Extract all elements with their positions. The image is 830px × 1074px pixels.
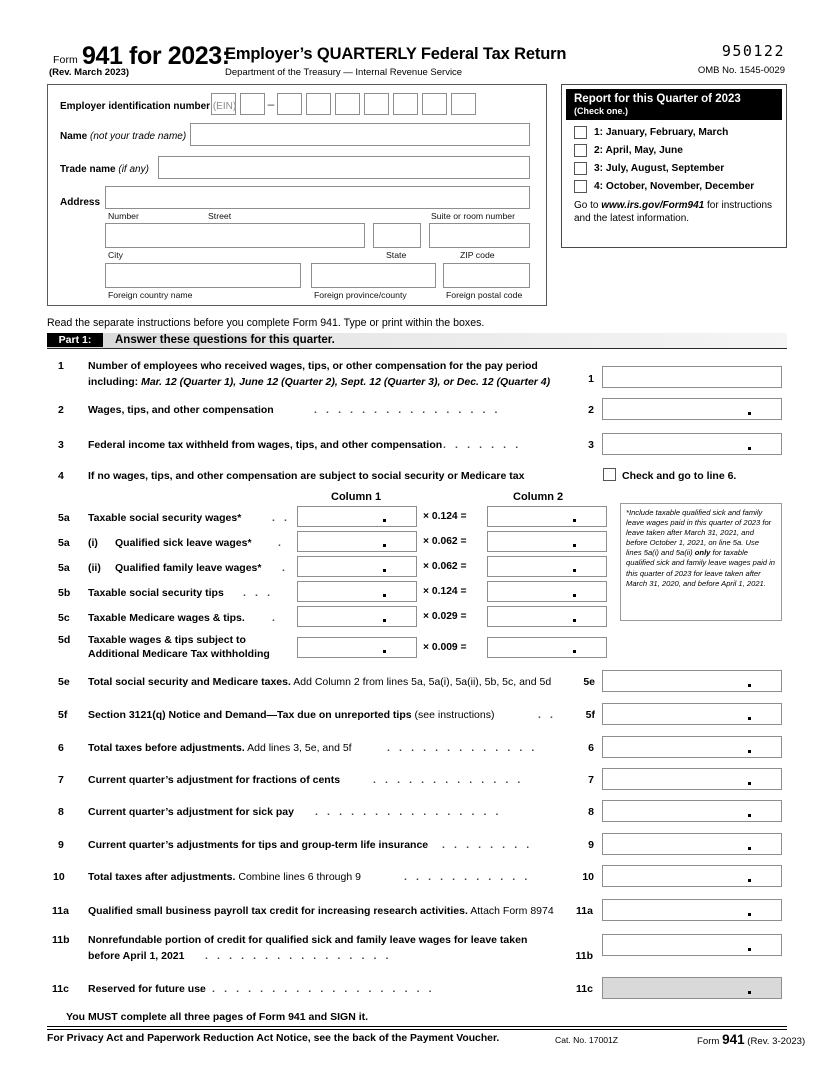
irs-form941-link[interactable]: www.irs.gov/Form941	[601, 200, 705, 211]
quarter-2-checkbox[interactable]	[574, 144, 587, 157]
line-5aii-column1-input[interactable]	[297, 556, 417, 577]
foreign-country-input[interactable]	[105, 263, 301, 288]
decimal-dot	[383, 519, 386, 522]
form-title: Employer’s QUARTERLY Federal Tax Return	[225, 45, 567, 63]
line-5a-column1-input[interactable]	[297, 506, 417, 527]
footer-form-prefix: Form	[697, 1036, 723, 1047]
line-5a-text: Taxable social security wages*	[88, 512, 242, 524]
line-11c-box-number: 11c	[576, 983, 593, 995]
name-input[interactable]	[190, 123, 530, 146]
ein-digit-3[interactable]	[277, 93, 302, 115]
line-5b-column1-input[interactable]	[297, 581, 417, 602]
employer-identity-box	[47, 84, 547, 306]
line-5c-leader-dots: .	[272, 612, 279, 624]
state-input[interactable]	[373, 223, 421, 248]
omb-number: OMB No. 1545-0029	[697, 65, 785, 76]
line-5f-text	[88, 709, 494, 721]
line-5ai-roman: (i)	[88, 537, 98, 549]
decimal-dot	[573, 569, 576, 572]
decimal-dot	[748, 684, 751, 687]
quarter-2-label: 2: April, May, June	[594, 145, 683, 156]
privacy-act-notice: For Privacy Act and Paperwork Reduction Act Notice, see the back of the Payment Voucher.	[47, 1033, 500, 1044]
line-11b-text-a: Nonrefundable portion of credit for qualified sick and family leave wages for leave taken	[88, 934, 528, 946]
line-2-amount-input[interactable]	[602, 398, 782, 420]
line-5d-number: 5d	[58, 634, 71, 646]
line-5aii-text: Qualified family leave wages*	[115, 562, 262, 574]
quarter-4-label: 4: October, November, December	[594, 181, 755, 192]
ein-input-group[interactable]	[211, 93, 476, 115]
name-label: Name (not your trade name)	[60, 131, 187, 142]
line-6-number: 6	[58, 742, 64, 754]
line-9-leader-dots: . . . . . . . .	[442, 839, 533, 851]
ein-label: Employer identification number (EIN)	[60, 101, 237, 112]
line-11b-amount-input[interactable]	[602, 934, 782, 956]
decimal-dot	[748, 814, 751, 817]
line-5f-leader-dots: . .	[538, 709, 557, 721]
decimal-dot	[383, 650, 386, 653]
footnote-text-2: for taxable qualified sick and family leave wages paid in this quarter of 2023 for leave taken after March 31, 2020, and before April 1, 2021.	[626, 548, 776, 588]
department-line: Department of the Treasury — Internal Revenue Service	[225, 67, 463, 78]
column-2-header: Column 2	[513, 491, 564, 503]
decimal-dot	[748, 412, 751, 415]
ocr-scan-number: 950122	[721, 42, 785, 60]
decimal-dot	[748, 750, 751, 753]
line-10-text	[88, 871, 361, 883]
line-11a-text-bold: Qualified small business payroll tax credit for increasing research activities.	[88, 905, 468, 917]
line-5aii-number: 5a	[58, 562, 70, 574]
line-8-text: Current quarter’s adjustment for sick pay	[88, 806, 294, 818]
line-2-box-number: 2	[588, 404, 594, 416]
line-11a-text-regular: Attach Form 8974	[467, 905, 554, 917]
line-11a-amount-input[interactable]	[602, 899, 782, 921]
line-11a-number: 11a	[52, 905, 69, 917]
line-5f-amount-input[interactable]	[602, 703, 782, 725]
decimal-dot	[748, 991, 751, 994]
line-5f-text-bold: Section 3121(q) Notice and Demand—Tax due on unreported tips	[88, 709, 412, 721]
ein-digit-7[interactable]	[393, 93, 418, 115]
caption-foreign-country: Foreign country name	[108, 290, 193, 300]
quarter-1-checkbox[interactable]	[574, 126, 587, 139]
line-4-check-label: Check and go to line 6.	[622, 470, 737, 482]
goto-prefix: Go to	[574, 200, 602, 211]
quarter-4-checkbox[interactable]	[574, 180, 587, 193]
footnote-bold-only: only	[694, 548, 711, 558]
goto-suffix: for instructions and the latest information.	[574, 200, 773, 224]
column-1-header: Column 1	[331, 491, 382, 503]
line-11b-leader-dots: . . . . . . . . . . . . . . . .	[205, 950, 392, 962]
form-word-label: Form	[53, 54, 78, 66]
decimal-dot	[573, 650, 576, 653]
line-5a-number: 5a	[58, 512, 70, 524]
line-5f-text-regular: (see instructions)	[411, 709, 495, 721]
quarter-option-2[interactable]	[574, 144, 786, 157]
quarter-heading: Report for this Quarter of 2023	[574, 93, 741, 105]
line-5e-number: 5e	[58, 676, 70, 688]
ein-digit-6[interactable]	[364, 93, 389, 115]
caption-foreign-postal: Foreign postal code	[446, 290, 523, 300]
part-1-header-bar	[47, 333, 787, 349]
line-5aii-roman: (ii)	[88, 562, 101, 574]
line-5e-text	[88, 676, 551, 688]
line-5c-multiplier: × 0.029 =	[423, 611, 467, 622]
part-1-tag: Part 1:	[47, 333, 103, 347]
quarter-3-label: 3: July, August, September	[594, 163, 725, 174]
caption-suite: Suite or room number	[431, 211, 516, 221]
line-8-box-number: 8	[588, 806, 594, 818]
line-5b-column2-input[interactable]	[487, 581, 607, 602]
line-2-leader-dots: . . . . . . . . . . . . . . . .	[314, 404, 501, 416]
address-label: Address	[60, 197, 101, 208]
decimal-dot	[383, 619, 386, 622]
footer-form-revision: (Rev. 3-2023)	[744, 1036, 806, 1047]
city-input[interactable]	[105, 223, 365, 248]
quarter-option-4[interactable]	[574, 180, 786, 193]
line-5c-column2-input[interactable]	[487, 606, 607, 627]
catalog-number: Cat. No. 17001Z	[555, 1035, 619, 1045]
line-1-text-a: Number of employees who received wages, tips, or other compensation for the pay period	[88, 360, 538, 372]
line-6-box-number: 6	[588, 742, 594, 754]
line-1-text-b	[88, 376, 550, 388]
line-6-leader-dots: . . . . . . . . . . . . .	[387, 742, 538, 754]
line-7-number: 7	[58, 774, 64, 786]
line-1-box-number: 1	[588, 373, 594, 385]
line-5c-column1-input[interactable]	[297, 606, 417, 627]
line-5d-text-a: Taxable wages & tips subject to	[88, 634, 246, 646]
line-10-leader-dots: . . . . . . . . . . .	[404, 871, 531, 883]
quarter-3-checkbox[interactable]	[574, 162, 587, 175]
line-6-text-regular: Add lines 3, 5e, and 5f	[244, 742, 352, 754]
line-5f-number: 5f	[58, 709, 68, 721]
line-6-text	[88, 742, 352, 754]
line-11b-box-number: 11b	[575, 950, 593, 962]
ein-digit-8[interactable]	[422, 93, 447, 115]
line-5aii-multiplier: × 0.062 =	[423, 561, 467, 572]
line-8-amount-input[interactable]	[602, 800, 782, 822]
decimal-dot	[383, 569, 386, 572]
line-7-text: Current quarter’s adjustment for fractions of cents	[88, 774, 341, 786]
quarter-option-1[interactable]	[574, 126, 786, 139]
line-3-leader-dots: . . . . . . .	[443, 439, 522, 451]
line-5e-text-bold: Total social security and Medicare taxes.	[88, 676, 291, 688]
line-7-box-number: 7	[588, 774, 594, 786]
ein-digit-5[interactable]	[335, 93, 360, 115]
line-1-amount-input[interactable]	[602, 366, 782, 388]
line-5ai-leader-dots: .	[278, 537, 285, 549]
line-5ai-text: Qualified sick leave wages*	[115, 537, 252, 549]
decimal-dot	[748, 447, 751, 450]
caption-number: Number	[108, 211, 139, 221]
line-11c-number: 11c	[52, 983, 69, 995]
line-11c-text: Reserved for future use	[88, 983, 206, 995]
line-5ai-number: 5a	[58, 537, 70, 549]
line-5ai-multiplier: × 0.062 =	[423, 536, 467, 547]
decimal-dot	[748, 847, 751, 850]
line-11c-leader-dots: . . . . . . . . . . . . . . . . . . . .	[200, 983, 435, 995]
line-10-text-bold: Total taxes after adjustments.	[88, 871, 236, 883]
foreign-province-input[interactable]	[311, 263, 436, 288]
decimal-dot	[748, 913, 751, 916]
quarter-selection-box	[561, 84, 787, 248]
line-3-amount-input[interactable]	[602, 433, 782, 455]
line-3-number: 3	[58, 439, 64, 451]
zip-input[interactable]	[429, 223, 530, 248]
line-9-text: Current quarter’s adjustments for tips and group-term life insurance	[88, 839, 429, 851]
caption-city: City	[108, 250, 123, 260]
quarter-subheading: (Check one.)	[574, 106, 629, 116]
quarter-option-3[interactable]	[574, 162, 786, 175]
line-3-text: Federal income tax withheld from wages, tips, and other compensation	[88, 439, 443, 451]
form-number-title: 941 for 2023:	[82, 42, 230, 70]
line-6-amount-input[interactable]	[602, 736, 782, 758]
footnote-text-1: *Include taxable qualified sick and family leave wages paid in this quarter of 2023 for leave taken after March 31, 2021, and before October 1, 2021, on line 5a. Use lines 5a(i) and 5a(ii)	[626, 508, 772, 558]
part-1-title: Answer these questions for this quarter.	[115, 334, 335, 346]
decimal-dot	[573, 544, 576, 547]
ein-dash: –	[267, 97, 275, 111]
line-5b-leader-dots: . . .	[243, 587, 274, 599]
footer-form-id	[697, 1032, 805, 1047]
line-11a-text	[88, 905, 554, 917]
line-5e-box-number: 5e	[583, 676, 595, 688]
line-5d-text-b: Additional Medicare Tax withholding	[88, 648, 270, 660]
line-10-amount-input[interactable]	[602, 865, 782, 887]
line-5a-column2-input[interactable]	[487, 506, 607, 527]
address-street-input[interactable]	[105, 186, 530, 209]
line-4-number: 4	[58, 470, 64, 482]
decimal-dot	[748, 717, 751, 720]
decimal-dot	[383, 594, 386, 597]
irs-website-note	[574, 200, 774, 225]
trade-name-input[interactable]	[158, 156, 530, 179]
line-2-text: Wages, tips, and other compensation	[88, 404, 274, 416]
decimal-dot	[748, 948, 751, 951]
line-1-text-b-prefix: including:	[88, 376, 142, 388]
line-6-text-bold: Total taxes before adjustments.	[88, 742, 245, 754]
decimal-dot	[573, 619, 576, 622]
caption-foreign-province: Foreign province/county	[314, 290, 407, 300]
line-1-text-b-dates: Mar. 12 (Quarter 1), June 12 (Quarter 2), Sept. 12 (Quarter 3), or Dec. 12 (Quarter 4)	[141, 376, 551, 388]
line-5e-amount-input[interactable]	[602, 670, 782, 692]
decimal-dot	[748, 782, 751, 785]
line-10-box-number: 10	[582, 871, 594, 883]
line-9-number: 9	[58, 839, 64, 851]
line-10-number: 10	[53, 871, 65, 883]
line-9-amount-input[interactable]	[602, 833, 782, 855]
line-5b-number: 5b	[58, 587, 71, 599]
foreign-postal-input[interactable]	[443, 263, 530, 288]
line-5a-leader-dots: . .	[272, 512, 291, 524]
must-complete-notice: You MUST complete all three pages of Form 941 and SIGN it.	[66, 1011, 369, 1023]
ein-digit-2[interactable]	[240, 93, 265, 115]
line-5b-multiplier: × 0.124 =	[423, 586, 467, 597]
form-revision-date: (Rev. March 2023)	[49, 67, 130, 78]
line-8-leader-dots: . . . . . . . . . . . . . . . .	[315, 806, 502, 818]
line-5a-multiplier: × 0.124 =	[423, 511, 467, 522]
line-5aii-leader-dots: .	[282, 562, 289, 574]
trade-name-label: Trade name (if any)	[60, 164, 149, 175]
line-5ai-column2-input[interactable]	[487, 531, 607, 552]
line-7-leader-dots: . . . . . . . . . . . . .	[373, 774, 524, 786]
quarter-heading-bar	[566, 89, 782, 120]
line-4-checkbox[interactable]	[603, 468, 616, 481]
ein-digit-9[interactable]	[451, 93, 476, 115]
form-header	[47, 40, 787, 80]
line-5d-multiplier: × 0.009 =	[423, 642, 467, 653]
line-9-box-number: 9	[588, 839, 594, 851]
line-5aii-column2-input[interactable]	[487, 556, 607, 577]
ein-digit-1[interactable]	[211, 93, 236, 115]
caption-state: State	[386, 250, 407, 260]
caption-street: Street	[208, 211, 232, 221]
line-11c-reserved-box	[602, 977, 782, 999]
line-11b-number: 11b	[52, 934, 70, 946]
decimal-dot	[573, 594, 576, 597]
decimal-dot	[748, 879, 751, 882]
line-2-number: 2	[58, 404, 64, 416]
footer-form-number: 941	[722, 1032, 745, 1047]
caption-zip: ZIP code	[460, 250, 495, 260]
line-5b-text: Taxable social security tips	[88, 587, 224, 599]
ein-digit-4[interactable]	[306, 93, 331, 115]
line-11a-box-number: 11a	[576, 905, 593, 917]
line-8-number: 8	[58, 806, 64, 818]
read-instructions-line: Read the separate instructions before you complete Form 941. Type or print within the boxes.	[47, 317, 485, 329]
footer-rule-thick	[47, 1026, 787, 1027]
line-10-text-regular: Combine lines 6 through 9	[235, 871, 361, 883]
line-5c-number: 5c	[58, 612, 70, 624]
line-1-number: 1	[58, 360, 64, 372]
decimal-dot	[383, 544, 386, 547]
line-7-amount-input[interactable]	[602, 768, 782, 790]
line-11b-text-b: before April 1, 2021	[88, 950, 185, 962]
line-5ai-column1-input[interactable]	[297, 531, 417, 552]
line-3-box-number: 3	[588, 439, 594, 451]
line-5f-box-number: 5f	[585, 709, 595, 721]
asterisk-footnote-box	[620, 503, 782, 621]
footer-rule-thin	[47, 1029, 787, 1030]
decimal-dot	[573, 519, 576, 522]
line-4-text: If no wages, tips, and other compensation are subject to social security or Medicare tax	[88, 470, 525, 482]
line-5e-text-regular: Add Column 2 from lines 5a, 5a(i), 5a(ii), 5b, 5c, and 5d	[290, 676, 552, 688]
line-5d-column2-input[interactable]	[487, 637, 607, 658]
line-5c-text: Taxable Medicare wages & tips.	[88, 612, 245, 624]
line-5d-column1-input[interactable]	[297, 637, 417, 658]
quarter-1-label: 1: January, February, March	[594, 127, 729, 138]
